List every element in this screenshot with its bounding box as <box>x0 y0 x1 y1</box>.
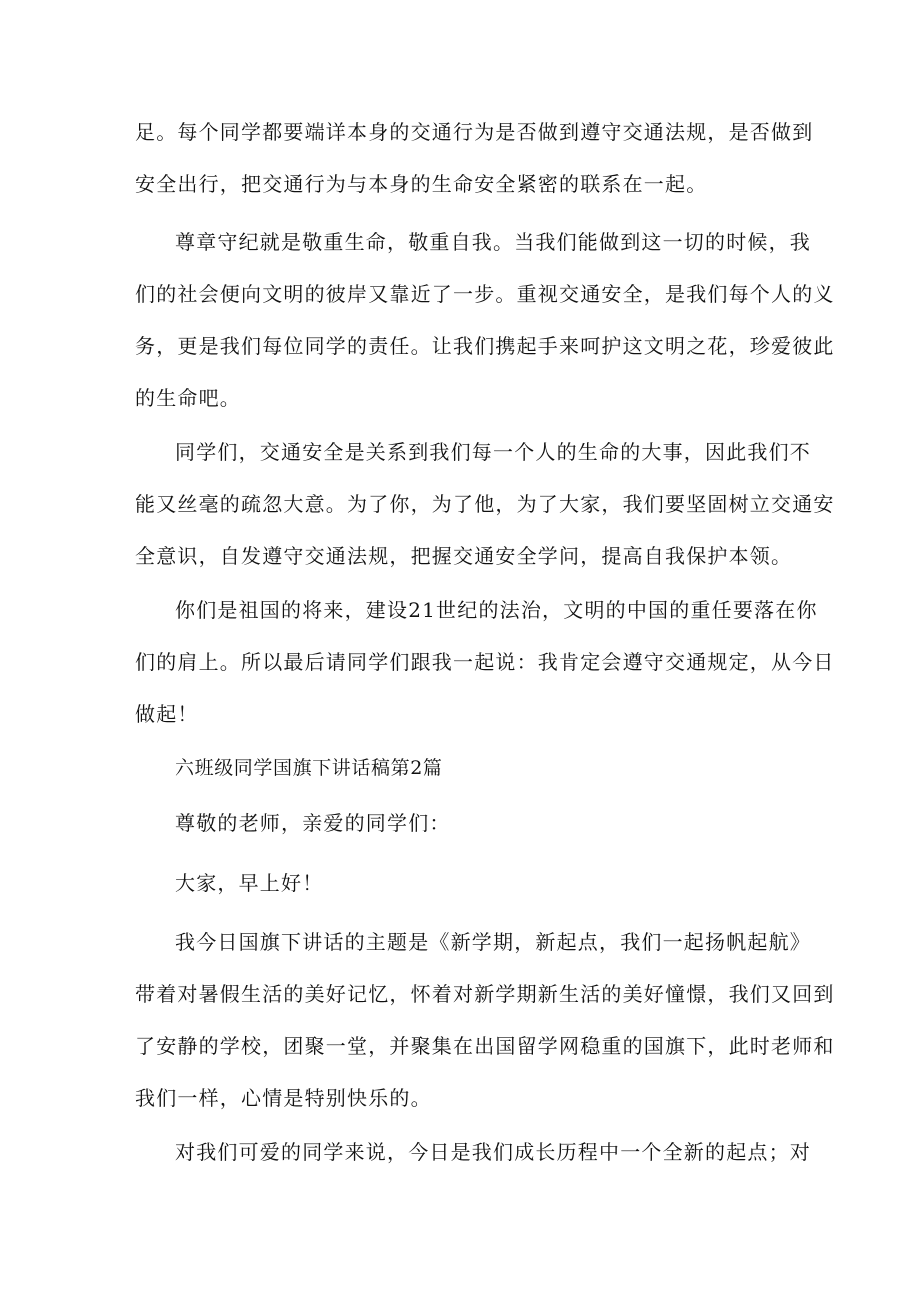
paragraph-respect-life <box>135 216 835 424</box>
salutation-text: 尊敬的老师，亲爱的同学们： <box>175 811 451 835</box>
greeting <box>135 857 795 909</box>
text-line: 们的社会便向文明的彼岸又靠近了一步。重视交通安全，是我们每个人的义 <box>135 282 835 306</box>
text-line: 们的肩上。所以最后请同学们跟我一起说：我肯定会遵守交通规定，从今日 <box>135 650 835 674</box>
paragraph-traffic-safety <box>135 426 835 582</box>
text-line: 全意识，自发遵守交通法规，把握交通安全学问，提高自我保护本领。 <box>135 544 793 568</box>
section-title-text: 六班级同学国旗下讲话稿第2篇 <box>175 757 443 779</box>
section-title <box>135 742 795 794</box>
text-line: 对我们可爱的同学来说，今日是我们成长历程中一个全新的起点；对 <box>175 1140 811 1164</box>
text-line: 务，更是我们每位同学的责任。让我们携起手来呵护这文明之花，珍爱彼此 <box>135 334 835 358</box>
text-line: 的生命吧。 <box>135 386 241 410</box>
paragraph-traffic-behavior <box>135 106 814 210</box>
text-line: 安全出行，把交通行为与本身的生命安全紧密的联系在一起。 <box>135 172 708 196</box>
text-line: 尊章守纪就是敬重生命，敬重自我。当我们能做到这一切的时候，我 <box>175 230 811 254</box>
text-line: 能又丝毫的疏忽大意。为了你，为了他，为了大家，我们要坚固树立交通安 <box>135 492 835 516</box>
text-line: 我们一样，心情是特别快乐的。 <box>135 1086 432 1110</box>
greeting-text: 大家，早上好！ <box>175 871 324 895</box>
text-line: 做起！ <box>135 702 199 726</box>
paragraph-new-semester <box>135 916 835 1124</box>
paragraph-new-start <box>135 1126 811 1178</box>
text-line: 同学们，交通安全是关系到我们每一个人的生命的大事，因此我们不 <box>175 440 811 464</box>
text-line: 足。每个同学都要端详本身的交通行为是否做到遵守交通法规，是否做到 <box>135 120 814 144</box>
text-line: 带着对暑假生活的美好记忆，怀着对新学期新生活的美好憧憬，我们又回到 <box>135 982 835 1006</box>
text-line: 你们是祖国的将来，建设21世纪的法治，文明的中国的重任要落在你 <box>175 598 818 622</box>
text-line: 我今日国旗下讲话的主题是《新学期，新起点，我们一起扬帆起航》 <box>175 930 811 954</box>
paragraph-future <box>135 584 835 740</box>
text-line: 了安静的学校，团聚一堂，并聚集在出国留学网稳重的国旗下，此时老师和 <box>135 1034 835 1058</box>
salutation <box>135 797 795 849</box>
